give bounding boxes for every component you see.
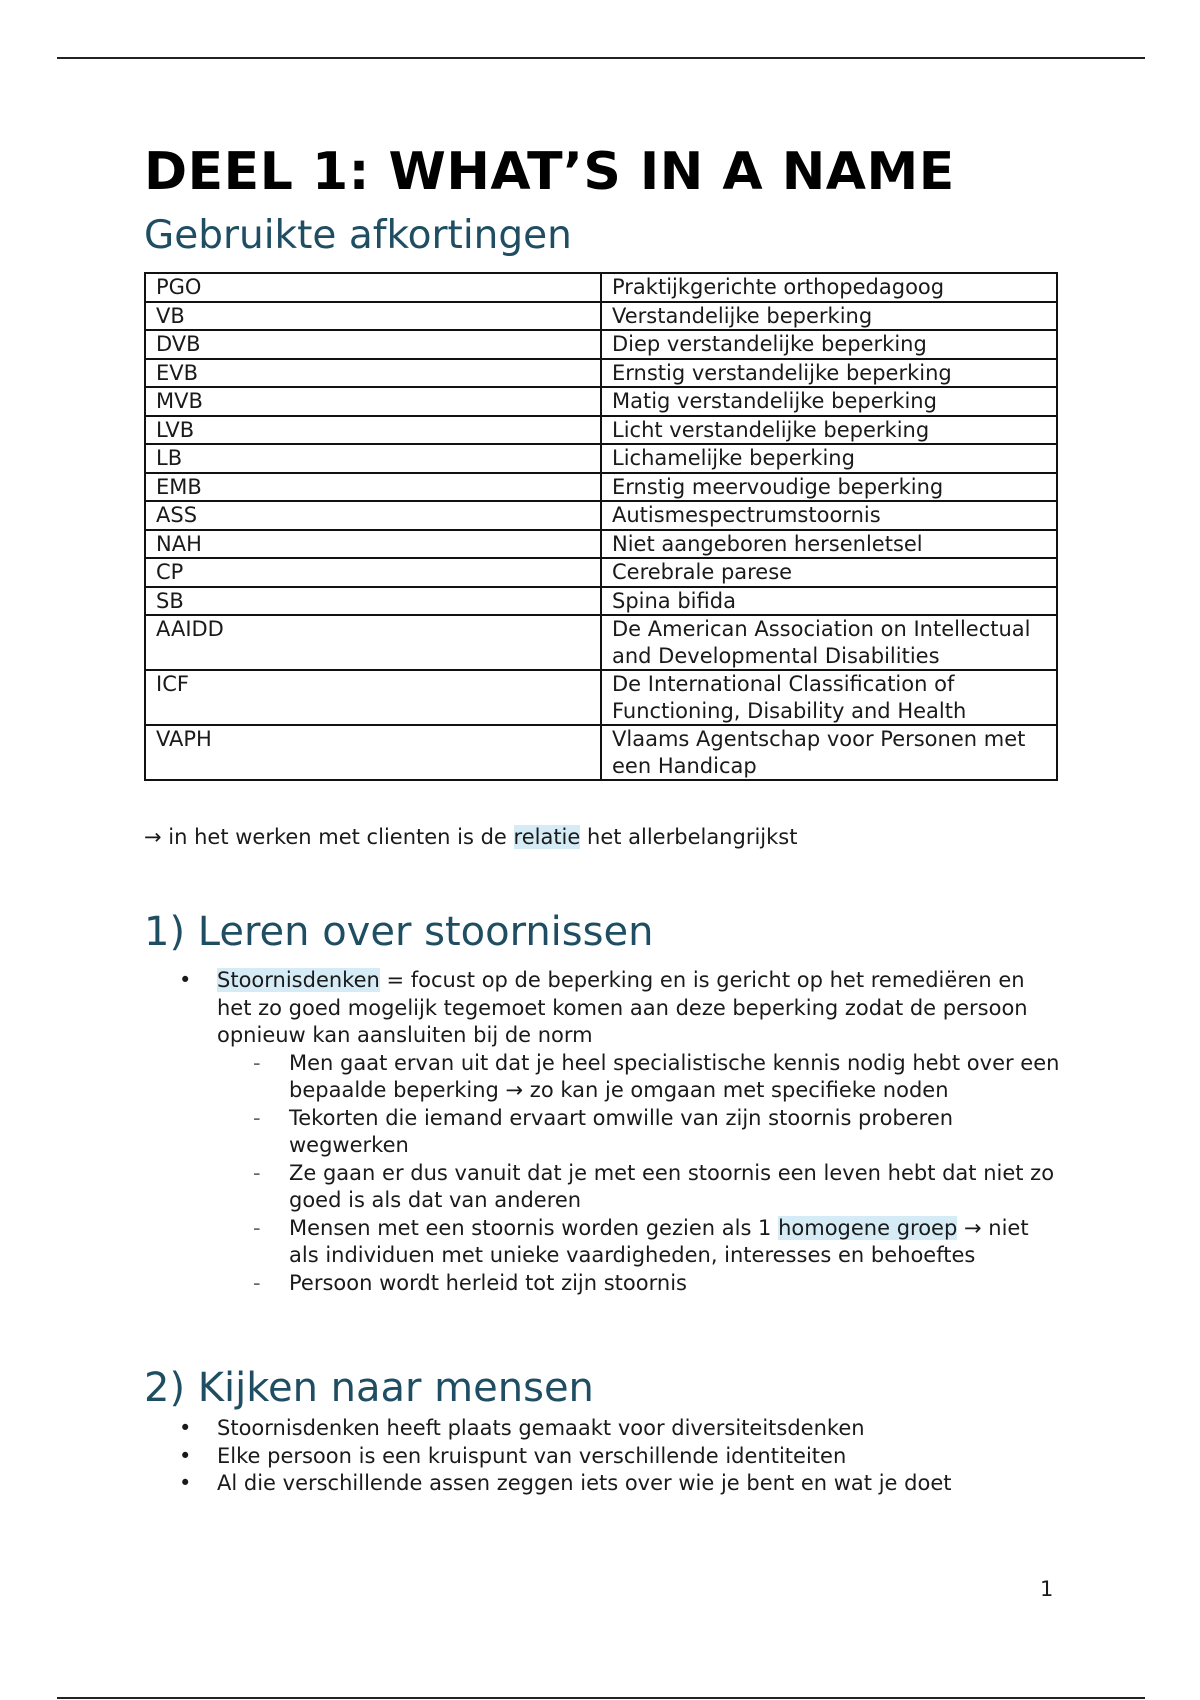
meaning-cell: Praktijkgerichte orthopedagoog <box>601 273 1057 302</box>
page-content <box>144 140 1064 1498</box>
sub-item-prefix: Mensen met een stoornis worden gezien als 1 <box>289 1215 779 1240</box>
table-row <box>145 387 1057 416</box>
meaning-cell: Matig verstandelijke beperking <box>601 387 1057 416</box>
meaning-cell: Niet aangeboren hersenletsel <box>601 530 1057 559</box>
meaning-cell: Verstandelijke beperking <box>601 302 1057 331</box>
abbreviation-cell: ICF <box>145 670 601 725</box>
footer-rule <box>57 1697 1145 1699</box>
meaning-cell: Spina bifida <box>601 587 1057 616</box>
table-row <box>145 558 1057 587</box>
note-prefix: → in het werken met clienten is de <box>144 825 514 849</box>
stoornisdenken-sublist <box>217 1050 1064 1298</box>
section-2-list <box>144 1415 1064 1498</box>
sub-list-item: - Tekorten die iemand ervaart omwille van zijn stoornis proberen wegwerken <box>289 1105 1064 1160</box>
table-row <box>145 416 1057 445</box>
table-row <box>145 330 1057 359</box>
table-row <box>145 615 1057 670</box>
table-row <box>145 530 1057 559</box>
meaning-cell: De International Classification of Functioning, Disability and Health <box>601 670 1057 725</box>
meaning-cell: Licht verstandelijke beperking <box>601 416 1057 445</box>
page-number: 1 <box>1040 1577 1054 1601</box>
note-suffix: het allerbelangrijkst <box>580 825 798 849</box>
highlight-homogene-groep: homogene groep <box>778 1215 958 1240</box>
list-item: • Elke persoon is een kruispunt van verschillende identiteiten <box>217 1443 1064 1471</box>
table-row <box>145 444 1057 473</box>
sub-list-item: - Persoon wordt herleid tot zijn stoornis <box>289 1270 1064 1298</box>
table-row <box>145 359 1057 388</box>
table-row <box>145 501 1057 530</box>
list-item: • Al die verschillende assen zeggen iets over wie je bent en wat je doet <box>217 1470 1064 1498</box>
sub-item-suffix: → niet als individuen met unieke vaardigheden, interesses en behoeftes <box>289 1215 1029 1267</box>
abbreviation-cell: EMB <box>145 473 601 502</box>
abbreviation-cell: NAH <box>145 530 601 559</box>
abbreviation-cell: PGO <box>145 273 601 302</box>
abbreviation-cell: SB <box>145 587 601 616</box>
meaning-cell: Autismespectrumstoornis <box>601 501 1057 530</box>
sub-list-item: - Men gaat ervan uit dat je heel specialistische kennis nodig hebt over een bepaalde beperking → zo kan je omgaan met specifieke noden <box>289 1050 1064 1105</box>
abbreviation-cell: VB <box>145 302 601 331</box>
abbreviations-heading: Gebruikte afkortingen <box>144 213 572 258</box>
abbreviation-cell: LB <box>145 444 601 473</box>
list-item: • Stoornisdenken heeft plaats gemaakt voor diversiteitsdenken <box>217 1415 1064 1443</box>
abbreviation-cell: DVB <box>145 330 601 359</box>
table-row <box>145 473 1057 502</box>
abbreviation-cell: ASS <box>145 501 601 530</box>
abbreviation-cell: LVB <box>145 416 601 445</box>
highlight-stoornisdenken: Stoornisdenken <box>217 968 380 992</box>
table-row <box>145 302 1057 331</box>
abbreviations-table <box>144 272 1058 781</box>
meaning-cell: Cerebrale parese <box>601 558 1057 587</box>
table-row <box>145 273 1057 302</box>
meaning-cell: Diep verstandelijke beperking <box>601 330 1057 359</box>
abbreviation-cell: MVB <box>145 387 601 416</box>
abbreviation-cell: VAPH <box>145 725 601 780</box>
sub-list-item <box>289 1215 1064 1270</box>
list-item <box>217 967 1064 1297</box>
header-rule <box>57 57 1145 59</box>
section-2-heading: 2) Kijken naar mensen <box>144 1365 594 1411</box>
meaning-cell: Ernstig verstandelijke beperking <box>601 359 1057 388</box>
meaning-cell: De American Association on Intellectual and Developmental Disabilities <box>601 615 1057 670</box>
stoornisdenken-definition: = focust op de beperking en is gericht op het remediëren en het zo goed mogelijk tegemoet komen aan deze beperking zodat de persoon opnieuw kan aansluiten bij de norm <box>217 968 1028 1047</box>
highlight-relatie: relatie <box>513 825 581 849</box>
table-row <box>145 670 1057 725</box>
section-1-list <box>144 967 1064 1297</box>
meaning-cell: Ernstig meervoudige beperking <box>601 473 1057 502</box>
sub-list-item: - Ze gaan er dus vanuit dat je met een stoornis een leven hebt dat niet zo goed is als dat van anderen <box>289 1160 1064 1215</box>
abbreviation-cell: EVB <box>145 359 601 388</box>
abbreviation-cell: AAIDD <box>145 615 601 670</box>
table-row <box>145 587 1057 616</box>
abbreviation-cell: CP <box>145 558 601 587</box>
page-title: DEEL 1: WHAT’S IN A NAME <box>144 142 955 202</box>
meaning-cell: Lichamelijke beperking <box>601 444 1057 473</box>
section-1-heading: 1) Leren over stoornissen <box>144 909 654 955</box>
relation-note <box>144 823 1064 851</box>
table-row <box>145 725 1057 780</box>
meaning-cell: Vlaams Agentschap voor Personen met een Handicap <box>601 725 1057 780</box>
